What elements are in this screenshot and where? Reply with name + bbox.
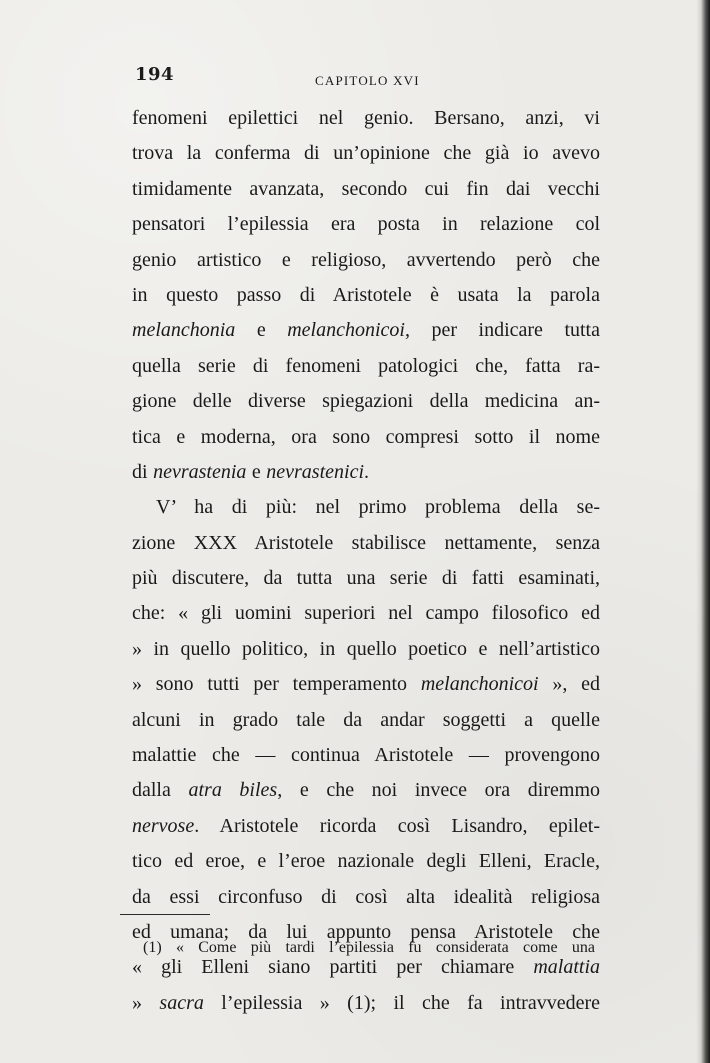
body-line-text: fenomeni epilettici nel genio. Bersano, anzi, vi [132,107,600,129]
body-line-text: trova la conferma di un’opinione che già io avevo [132,142,600,165]
body-line-text: tico ed eroe, e l’eroe nazionale degli Elleni, Eracle, [132,850,600,873]
body-line [132,526,600,561]
body-line-text: malattie che — continua Aristotele — provengono [132,744,600,767]
body-line [132,632,600,667]
body-line [132,101,600,136]
italic-term: sacra [159,991,204,1014]
footnote-rule [120,914,210,915]
body-line-suffix: , per indicare tutta [404,319,600,342]
body-line-prefix: di [132,460,154,483]
body-line-suffix: . Aristotele ricorda così Lisandro, epilet- [194,814,600,837]
italic-term: nervose [132,814,195,837]
body-line-prefix: » [132,991,160,1014]
body-line [132,278,600,313]
body-line [132,561,600,596]
body-line-text: in questo passo di Aristotele è usata la parola [132,283,600,306]
body-line [132,773,600,808]
body-line-suffix: , e che noi invece ora diremmo [277,779,600,802]
body-line [132,136,600,171]
body-line [132,738,600,773]
body-line-text: che: « gli uomini superiori nel campo filosofico ed [132,602,600,625]
body-line [132,420,600,455]
body-text [132,101,600,1021]
body-line-text: genio artistico e religioso, avvertendo però che [132,248,600,271]
body-line-text: V’ ha di più: nel primo problema della se- [156,496,600,519]
body-line [132,172,600,207]
body-line [132,349,600,384]
body-line-text: quella serie di fenomeni patologici che, fatta ra- [132,354,600,377]
body-line [132,313,600,348]
body-line-text: pensatori l’epilessia era posta in relazione col [132,213,600,236]
body-line-suffix: l’epilessia » (1); il che fa intravvedere [203,991,600,1014]
body-line-middle: e [235,319,288,342]
page-number: 194 [135,64,175,85]
body-line-text: gione delle diverse spiegazioni della medicina an- [132,390,600,413]
body-line-text: timidamente avanzata, secondo cui fin dai vecchi [132,177,600,200]
body-line-text: zione XXX Aristotele stabilisce nettamente, senza [132,531,600,554]
body-line-text: alcuni in grado tale da andar soggetti a quelle [132,708,600,731]
body-line [132,455,600,490]
body-line [132,667,600,702]
body-line [132,384,600,419]
body-line-text: » in quello politico, in quello poetico e nell’artistico [132,637,600,660]
body-line [132,844,600,879]
italic-term: nevrastenici [266,460,365,483]
italic-term: nevrastenia [153,460,247,483]
body-line [132,986,600,1021]
body-line-text: da essi circonfuso di così alta idealità religiosa [132,885,600,908]
body-line [132,243,600,278]
body-line [132,207,600,242]
page-binding-edge [696,0,710,1063]
running-head: CAPITOLO XVI [315,73,420,88]
italic-term: melanchonia [132,319,236,342]
body-line [132,596,600,631]
italic-term: atra biles [188,779,278,802]
italic-term: melanchonicoi [420,673,539,696]
body-line [132,880,600,915]
body-line-text: ed umana; da lui appunto pensa Aristotele che [132,920,600,943]
body-line-prefix: dalla [132,779,189,802]
body-line-suffix: », ed [538,673,600,696]
body-line-text: più discutere, da tutta una serie di fatti esaminati, [132,567,600,590]
body-line [132,809,600,844]
footnote: (1) « Come più tardi l’epilessia fu considerata come una [143,939,595,956]
body-line-suffix: . [364,460,370,483]
italic-term: melanchonicoi [287,319,405,342]
body-line-prefix: » sono tutti per temperamento [132,673,421,696]
body-line [132,490,600,525]
body-line-middle: e [246,460,267,483]
body-line-prefix: « gli Elleni siano partiti per chiamare [132,956,534,979]
body-line-text: tica e moderna, ora sono compresi sotto il nome [132,425,600,448]
italic-term: malattia [533,956,600,979]
body-line [132,703,600,738]
